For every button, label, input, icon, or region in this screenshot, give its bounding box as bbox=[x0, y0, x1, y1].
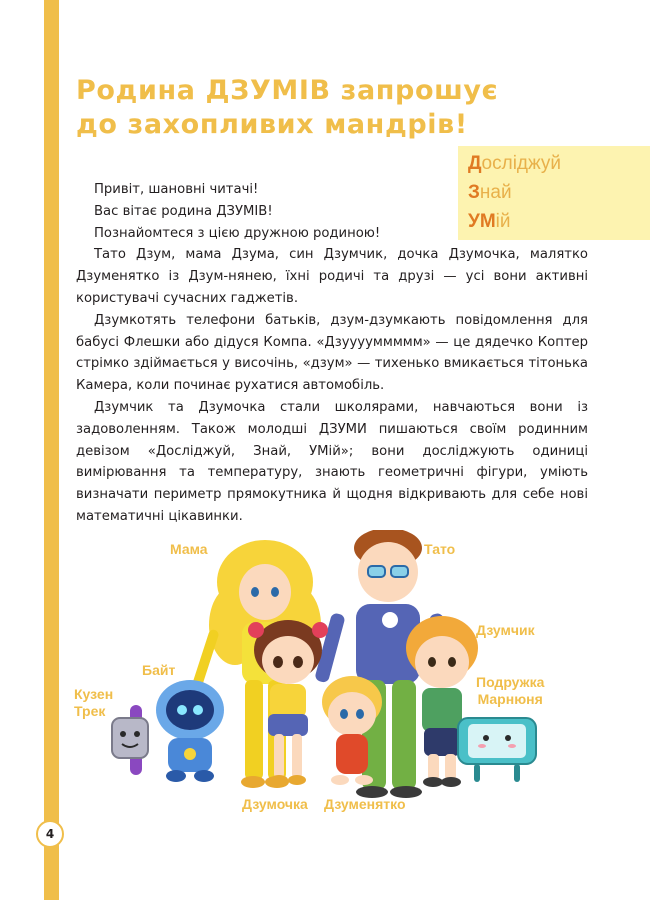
paragraph-meet: Познайомтеся з цією дружною родиною! bbox=[94, 225, 381, 241]
label-podruzhka-marniunia: Подружка Марнюня bbox=[476, 674, 545, 707]
motto-line-1: Досліджуй bbox=[468, 153, 562, 174]
label-dzumchyk: Дзумчик bbox=[476, 622, 535, 638]
paragraph-school: Дзумчик та Дзумочка стали школярами, навчаються вони із задоволенням. Також молодші ДЗУМИ пишаються своїм родинним девізом «Досліджуй, Знай, УМій»; вони досліджують одиниці вимірювання та температуру, знають геометричні фігури, уміють визначати периметр прямокутника й щодня відкривають для себе нові математичні цікавинки. bbox=[76, 399, 588, 524]
motto-line-3: УМій bbox=[468, 211, 511, 232]
label-dzumochka: Дзумочка bbox=[242, 796, 308, 812]
bait-robot-figure bbox=[156, 680, 224, 782]
page-number: 4 bbox=[36, 820, 64, 848]
page-side-stripe bbox=[44, 0, 59, 900]
label-mama: Мама bbox=[170, 541, 208, 557]
label-tato: Тато bbox=[424, 541, 456, 557]
podruzhka-marniunia-figure bbox=[458, 718, 536, 782]
page-title bbox=[76, 74, 546, 142]
family-illustration bbox=[70, 530, 600, 820]
paragraph-family: Тато Дзум, мама Дзума, син Дзумчик, дочка Дзумочка, малятко Дзуменятко із Дзум-нянею, їхні родичі та друзі — усі вони активні користувачі сучасних гаджетів. bbox=[76, 247, 588, 306]
label-bait: Байт bbox=[142, 662, 176, 678]
paragraph-greeting: Привіт, шановні читачі! bbox=[94, 182, 259, 197]
paragraph-gadgets: Дзумкотять телефони батьків, дзум-дзумкають повідомлення для бабусі Флешки або дідуся Компа. «Дзууууммммм» — це дядечко Коптер стрімко здіймається у височінь, «дзум» — тихенько вмикається тітонька Камера, коли починає рухатися автомобіль. bbox=[76, 312, 588, 394]
paragraph-welcome: Вас вітає родина ДЗУМІВ! bbox=[94, 203, 273, 219]
title-line-1: Родина ДЗУМІВ запрошує bbox=[76, 75, 499, 106]
title-line-2: до захопливих мандрів! bbox=[76, 109, 468, 140]
label-dzumeniatko: Дзуменятко bbox=[324, 796, 406, 812]
motto-line-2: Знай bbox=[468, 182, 512, 203]
intro-text bbox=[76, 179, 588, 528]
label-kuzen-trek: Кузен Трек bbox=[74, 686, 114, 719]
kuzen-trek-figure bbox=[112, 705, 148, 775]
